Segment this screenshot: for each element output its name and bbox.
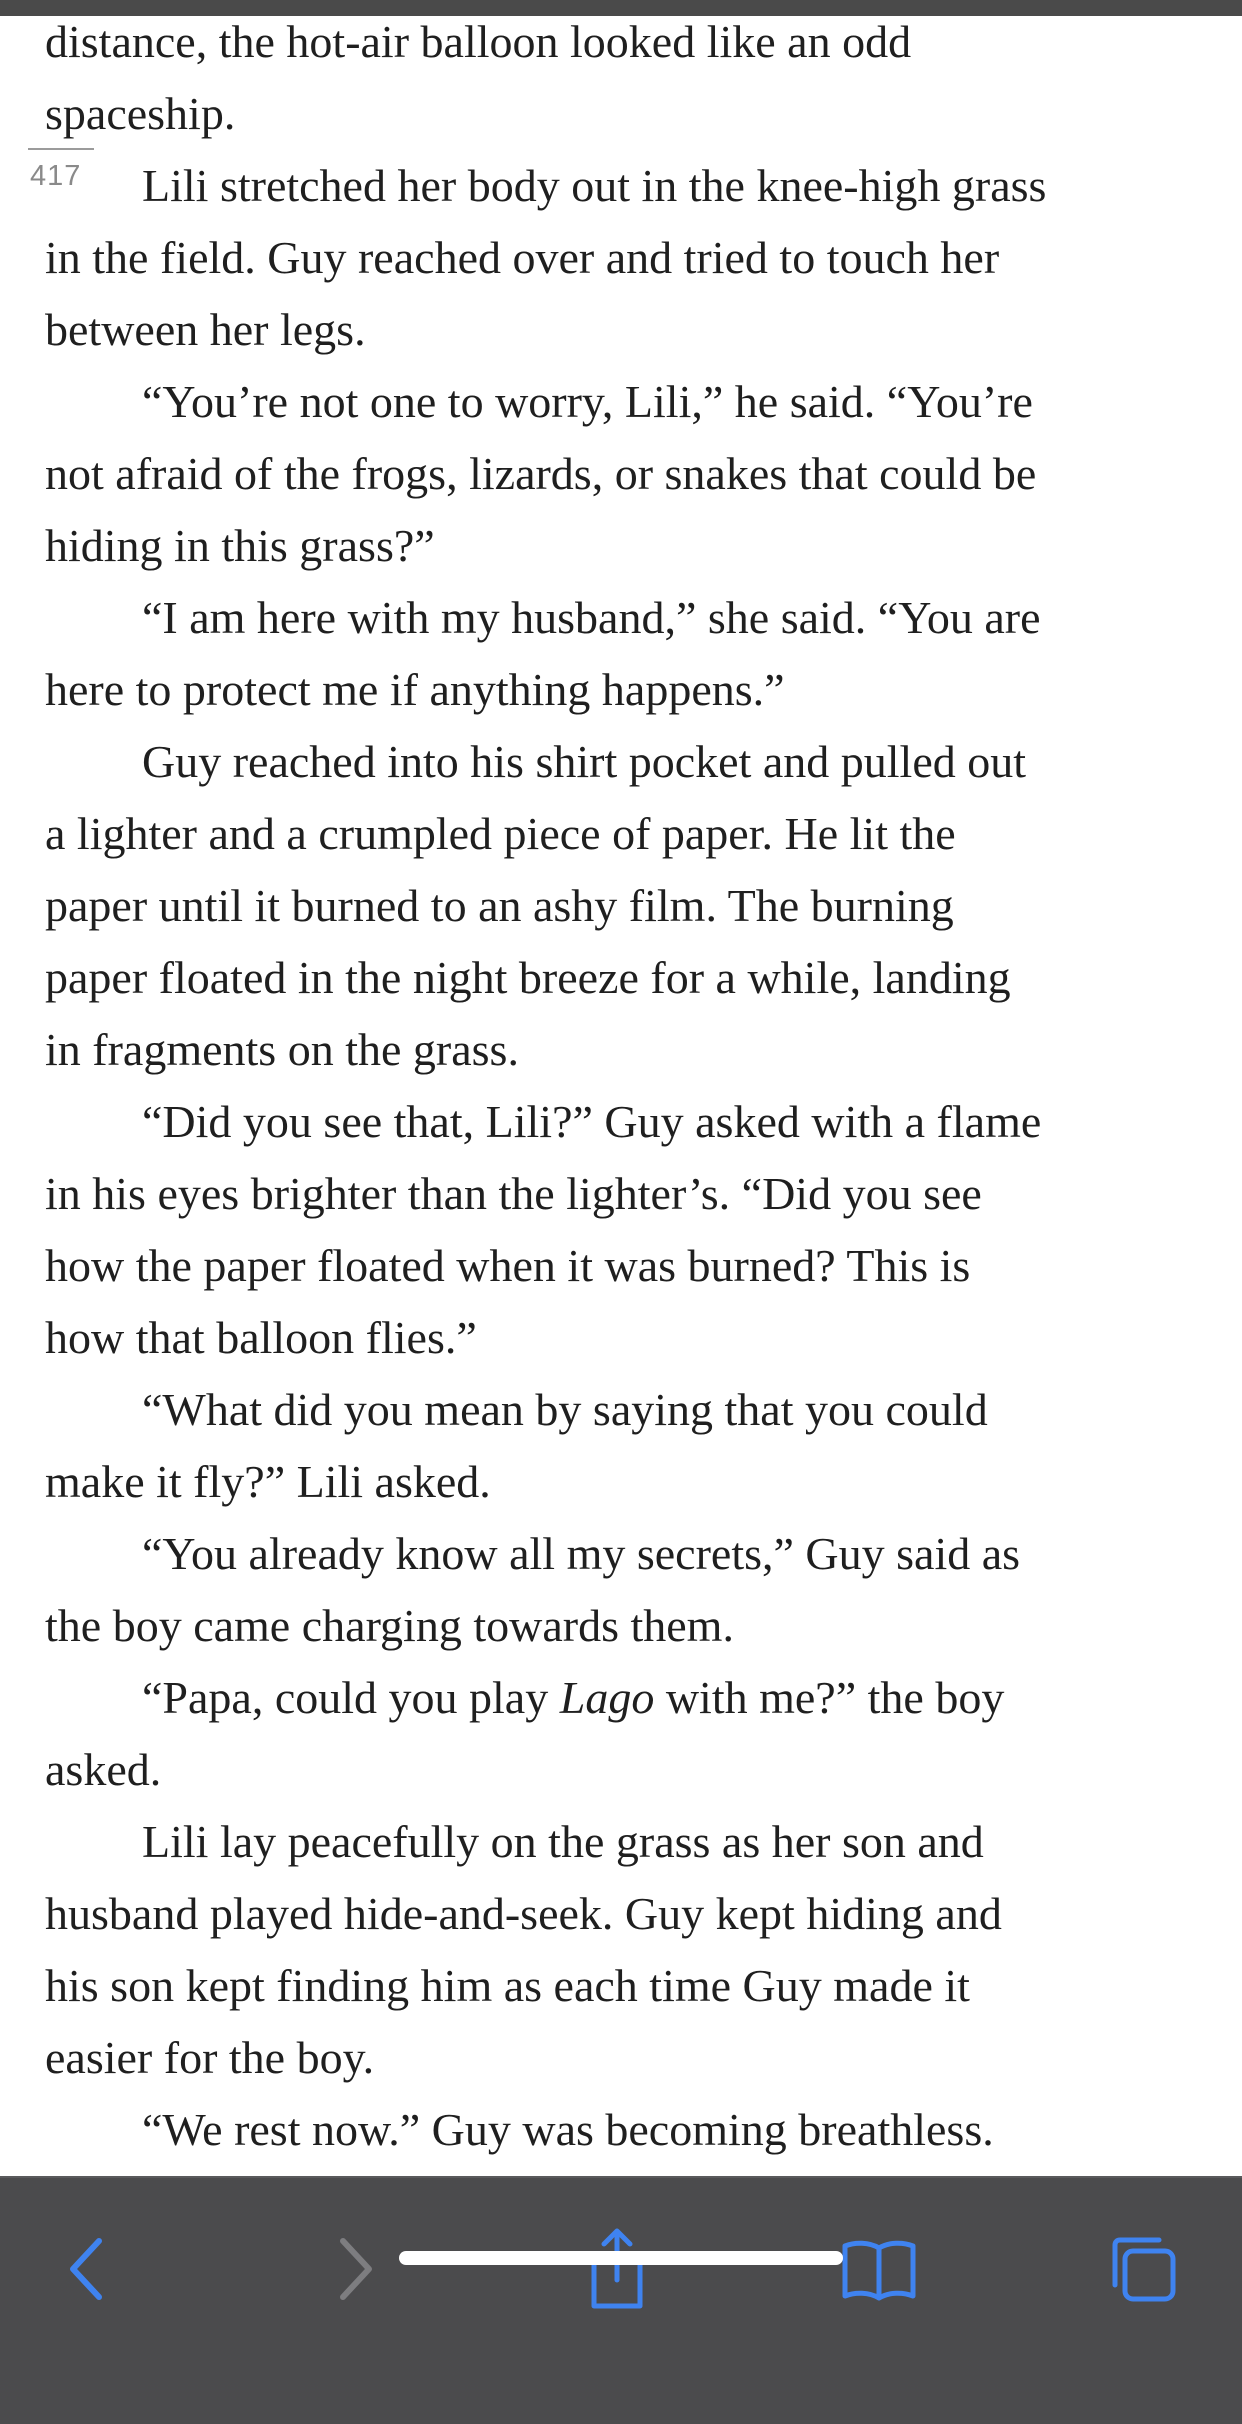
forward-button[interactable] xyxy=(310,2224,400,2314)
home-indicator[interactable] xyxy=(399,2251,843,2265)
text-line: Lili stretched her body out in the knee-high grass xyxy=(142,160,1047,211)
text-line: “We rest now.” Guy was becoming breathless. xyxy=(142,2104,994,2155)
text-line: in fragments on the grass. xyxy=(45,1024,519,1075)
back-button[interactable] xyxy=(42,2224,132,2314)
text-line: husband played hide-and-seek. Guy kept hiding and xyxy=(45,1888,1002,1939)
text-line xyxy=(45,1662,1205,1734)
text-line: paper until it burned to an ashy film. The burning xyxy=(45,880,954,931)
text-line: between her legs. xyxy=(45,304,366,355)
text-line: here to protect me if anything happens.” xyxy=(45,664,785,715)
book-paragraph xyxy=(45,366,1205,582)
book-paragraph xyxy=(45,726,1205,1086)
text-run: “Papa, could you play xyxy=(142,1672,560,1723)
share-button[interactable] xyxy=(572,2224,662,2314)
text-line: in his eyes brighter than the lighter’s. “Did you see xyxy=(45,1168,982,1219)
text-line: how that balloon flies.” xyxy=(45,1312,477,1363)
text-line: the boy came charging towards them. xyxy=(45,1600,734,1651)
page-marker-rule xyxy=(28,148,94,150)
text-line: how the paper floated when it was burned? This is xyxy=(45,1240,971,1291)
bookmarks-button[interactable] xyxy=(834,2224,924,2314)
text-line: Guy reached into his shirt pocket and pulled out xyxy=(142,736,1027,787)
text-line: “I am here with my husband,” she said. “You are xyxy=(142,592,1041,643)
page-number: 417 xyxy=(30,160,82,192)
text-line: “Did you see that, Lili?” Guy asked with a flame xyxy=(142,1096,1042,1147)
text-line: distance, the hot-air balloon looked like an odd xyxy=(45,16,912,67)
text-line: in the field. Guy reached over and tried to touch her xyxy=(45,232,1000,283)
book-paragraph xyxy=(45,582,1205,726)
text-line: asked. xyxy=(45,1744,162,1795)
text-line: his son kept finding him as each time Guy made it xyxy=(45,1960,970,2011)
text-line: Lili lay peacefully on the grass as her son and xyxy=(142,1816,984,1867)
book-paragraph xyxy=(45,1374,1205,1518)
text-line: “What did you mean by saying that you could xyxy=(142,1384,988,1435)
tabs-icon xyxy=(1105,2231,1181,2307)
book-paragraph xyxy=(45,1518,1205,1662)
share-icon xyxy=(582,2226,652,2312)
book-paragraph xyxy=(45,1806,1205,2094)
book-paragraph xyxy=(45,150,1205,366)
text-line: make it fly?” Lili asked. xyxy=(45,1456,491,1507)
text-line: spaceship. xyxy=(45,88,236,139)
tabs-button[interactable] xyxy=(1098,2224,1188,2314)
text-run: with me?” the boy xyxy=(654,1672,1005,1723)
text-line: paper floated in the night breeze for a while, landing xyxy=(45,952,1011,1003)
book-paragraph xyxy=(45,1086,1205,1374)
text-line: a lighter and a crumpled piece of paper. He lit the xyxy=(45,808,956,859)
text-line: “You’re not one to worry, Lili,” he said. “You’re xyxy=(142,376,1033,427)
book-icon xyxy=(839,2234,919,2304)
chevron-left-icon xyxy=(57,2229,117,2309)
text-line: “You already know all my secrets,” Guy said as xyxy=(142,1528,1021,1579)
book-text xyxy=(45,6,1205,2166)
book-paragraph xyxy=(45,2094,1205,2166)
browser-toolbar xyxy=(0,2176,1242,2424)
text-line: not afraid of the frogs, lizards, or snakes that could be xyxy=(45,448,1037,499)
book-paragraph xyxy=(45,1662,1205,1806)
text-line: hiding in this grass?” xyxy=(45,520,435,571)
book-paragraph xyxy=(45,6,1205,150)
text-line: easier for the boy. xyxy=(45,2032,375,2083)
chevron-right-icon xyxy=(325,2229,385,2309)
italic-title: Lago xyxy=(559,1672,655,1723)
